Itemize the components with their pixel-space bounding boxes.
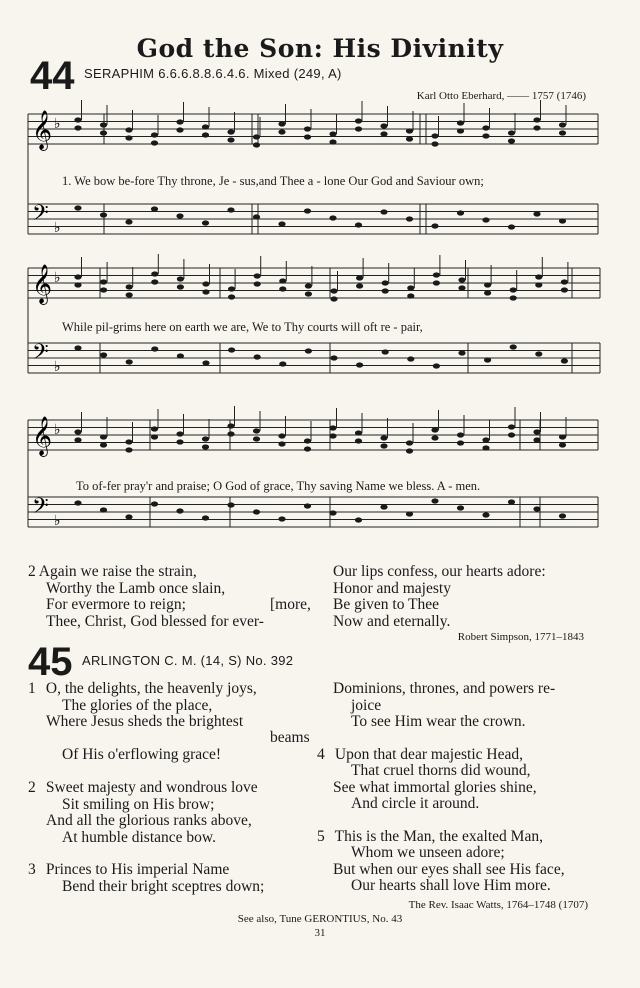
verse-line — [28, 596, 311, 614]
verse-spacer — [317, 813, 565, 829]
note-head-icon — [151, 271, 158, 276]
hymn-44-verse-2-right — [333, 564, 546, 630]
note-head-icon — [329, 139, 336, 144]
note-head-icon — [305, 348, 312, 353]
note-head-icon — [431, 498, 438, 503]
note-head-icon — [355, 222, 362, 227]
note-head-icon — [305, 291, 312, 296]
note-head-icon — [279, 286, 286, 291]
note-head-icon — [74, 205, 81, 210]
note-head-icon — [508, 424, 515, 429]
note-head-icon — [74, 437, 81, 442]
verse-line: 2 Again we raise the strain, — [28, 563, 197, 580]
note-head-icon — [151, 501, 158, 506]
note-head-icon — [151, 132, 158, 137]
note-head-icon — [228, 294, 235, 299]
note-head-icon — [406, 448, 413, 453]
note-head-icon — [304, 438, 311, 443]
note-head-icon — [380, 435, 387, 440]
verse-line-text: Princes to His imperial Name — [45, 861, 230, 878]
note-head-icon — [431, 133, 438, 138]
note-head-icon — [356, 362, 363, 367]
note-head-icon — [176, 431, 183, 436]
flat-icon: ♭ — [54, 423, 61, 438]
note-head-icon — [125, 439, 132, 444]
hymn-44-verse-2-left — [28, 563, 311, 630]
note-head-icon — [559, 442, 566, 447]
note-head-icon — [406, 216, 413, 221]
hymn-45-tune-line: ARLINGTON C. M. (14, S) No. 392 — [82, 653, 294, 668]
note-head-icon — [508, 499, 515, 504]
note-head-icon — [74, 117, 81, 122]
treble-clef-icon: 𝄞 — [32, 416, 53, 456]
note-head-icon — [482, 217, 489, 222]
note-head-icon — [330, 355, 337, 360]
treble-clef-icon: 𝄞 — [32, 110, 53, 150]
verse-line-continuation: [more, — [270, 596, 311, 613]
verse-line: But when our eyes shall see His face, — [333, 860, 565, 878]
verse-line: Honor and majesty — [333, 579, 451, 597]
note-head-icon — [329, 433, 336, 438]
note-head-icon — [406, 511, 413, 516]
note-head-icon — [278, 221, 285, 226]
page-number: 31 — [314, 927, 326, 939]
verse-line — [317, 747, 565, 764]
note-head-icon — [559, 218, 566, 223]
note-head-icon — [74, 274, 81, 279]
note-head-icon — [253, 436, 260, 441]
note-head-icon — [125, 127, 132, 132]
note-head-icon — [202, 360, 209, 365]
note-head-icon — [407, 285, 414, 290]
verse-line-text: O, the delights, the heavenly joys, — [45, 680, 257, 697]
note-head-icon — [433, 280, 440, 285]
note-head-icon — [125, 514, 132, 519]
music-system — [28, 406, 598, 529]
note-head-icon — [510, 344, 517, 349]
verse-number: 2 — [28, 779, 36, 796]
note-head-icon — [535, 351, 542, 356]
note-head-icon — [508, 224, 515, 229]
note-head-icon — [559, 130, 566, 135]
note-head-icon — [305, 283, 312, 288]
note-head-icon — [253, 142, 260, 147]
note-head-icon — [559, 513, 566, 518]
bass-clef-icon: 𝄢 — [32, 201, 49, 231]
note-head-icon — [227, 207, 234, 212]
note-head-icon — [228, 347, 235, 352]
verse-line: To see Him wear the crown. — [351, 713, 526, 730]
note-head-icon — [100, 287, 107, 292]
note-head-icon — [304, 126, 311, 131]
verse-number: 4 — [317, 745, 325, 763]
note-head-icon — [484, 282, 491, 287]
note-head-icon — [431, 141, 438, 146]
note-head-icon — [431, 427, 438, 432]
note-head-icon — [151, 140, 158, 145]
note-head-icon — [202, 289, 209, 294]
verse-line: Our hearts shall love Him more. — [351, 877, 551, 894]
note-head-icon — [482, 437, 489, 442]
note-head-icon — [202, 436, 209, 441]
verse-line: joice — [351, 696, 382, 714]
note-head-icon — [329, 131, 336, 136]
note-head-icon — [355, 517, 362, 522]
verse-line-text: This is the Man, the exalted Man, — [334, 827, 543, 845]
note-head-icon — [202, 444, 209, 449]
note-head-icon — [559, 434, 566, 439]
note-head-icon — [431, 435, 438, 440]
note-head-icon — [253, 428, 260, 433]
note-head-icon — [254, 273, 261, 278]
note-head-icon — [151, 279, 158, 284]
note-head-icon — [457, 210, 464, 215]
note-head-icon — [535, 282, 542, 287]
verse-line: Our lips confess, our hearts adore: — [333, 563, 546, 580]
flat-icon: ♭ — [54, 221, 61, 236]
note-head-icon — [74, 345, 81, 350]
verse-line: Whom we unseen adore; — [351, 844, 505, 861]
note-head-icon — [253, 509, 260, 514]
hymn-44-lyric-line-1: 1. We bow be-fore Thy throne, Je - sus,and Thee a - lone Our God and Saviour own; — [62, 174, 484, 188]
note-head-icon — [151, 434, 158, 439]
note-head-icon — [561, 279, 568, 284]
note-head-icon — [202, 220, 209, 225]
note-head-icon — [510, 287, 517, 292]
hymn-45-number: 45 — [28, 640, 73, 684]
note-head-icon — [177, 353, 184, 358]
verse-line — [28, 862, 264, 879]
note-head-icon — [561, 358, 568, 363]
flat-icon: ♭ — [54, 514, 61, 529]
verse-line: Be given to Thee — [333, 596, 440, 613]
note-head-icon — [125, 219, 132, 224]
note-head-icon — [151, 346, 158, 351]
note-head-icon — [126, 284, 133, 289]
note-head-icon — [561, 287, 568, 292]
hymn-44-composer: Karl Otto Eberhard, —— 1757 (1746) — [416, 90, 586, 102]
note-head-icon — [380, 443, 387, 448]
note-head-icon — [304, 446, 311, 451]
note-head-icon — [202, 515, 209, 520]
note-head-icon — [484, 290, 491, 295]
verse-line-text: For evermore to reign; — [46, 596, 186, 613]
note-head-icon — [380, 504, 387, 509]
music-system — [28, 254, 600, 375]
note-head-icon — [176, 213, 183, 218]
note-head-icon — [355, 126, 362, 131]
verse-number: 1 — [28, 680, 36, 697]
note-head-icon — [100, 279, 107, 284]
note-head-icon — [407, 293, 414, 298]
verse-line: The glories of the place, — [62, 696, 213, 714]
note-head-icon — [329, 425, 336, 430]
flat-icon: ♭ — [54, 117, 61, 132]
note-head-icon — [457, 505, 464, 510]
note-head-icon — [482, 512, 489, 517]
verse-line-continuation: beams — [270, 728, 310, 746]
note-head-icon — [100, 212, 107, 217]
note-head-icon — [151, 206, 158, 211]
note-head-icon — [228, 286, 235, 291]
verse-line: Sit smiling on His brow; — [62, 795, 215, 813]
verse-line: That cruel thorns did wound, — [351, 762, 531, 779]
hymn-44-author: Robert Simpson, 1771–1843 — [457, 631, 584, 643]
note-head-icon — [278, 121, 285, 126]
bass-clef-icon: 𝄢 — [32, 494, 49, 524]
note-head-icon — [407, 356, 414, 361]
verse-line: Thee, Christ, God blessed for ever- — [46, 612, 264, 630]
note-head-icon — [406, 440, 413, 445]
verse-line — [28, 780, 264, 797]
verse-line-text: Of His o'erflowing grace! — [62, 745, 222, 763]
verse-number: 5 — [317, 827, 325, 845]
verse-line-text: Sweet majesty and wondrous love — [45, 779, 258, 796]
verse-line-text: Upon that dear majestic Head, — [334, 745, 523, 763]
note-head-icon — [125, 135, 132, 140]
note-head-icon — [510, 295, 517, 300]
hymn-44-number: 44 — [30, 54, 75, 98]
note-head-icon — [406, 128, 413, 133]
note-head-icon — [330, 288, 337, 293]
note-head-icon — [74, 125, 81, 130]
see-also-note: See also, Tune GERONTIUS, No. 43 — [237, 913, 403, 925]
verse-line: Worthy the Lamb once slain, — [46, 579, 226, 597]
note-head-icon — [176, 119, 183, 124]
note-head-icon — [355, 430, 362, 435]
note-head-icon — [304, 208, 311, 213]
note-head-icon — [126, 292, 133, 297]
hymn-45-left-column — [28, 680, 310, 895]
note-head-icon — [431, 223, 438, 228]
verse-line: See what immortal glories shine, — [333, 778, 537, 796]
note-head-icon — [202, 124, 209, 129]
note-head-icon — [533, 117, 540, 122]
note-head-icon — [227, 431, 234, 436]
note-head-icon — [329, 510, 336, 515]
note-head-icon — [304, 134, 311, 139]
verse-line: And all the glorious ranks above, — [46, 812, 252, 829]
note-head-icon — [533, 125, 540, 130]
note-head-icon — [482, 125, 489, 130]
note-head-icon — [227, 423, 234, 428]
bass-clef-icon: 𝄢 — [32, 340, 49, 370]
note-head-icon — [74, 500, 81, 505]
note-head-icon — [457, 128, 464, 133]
note-head-icon — [382, 288, 389, 293]
note-head-icon — [176, 439, 183, 444]
note-head-icon — [457, 432, 464, 437]
treble-clef-icon: 𝄞 — [32, 264, 53, 304]
note-head-icon — [254, 281, 261, 286]
note-head-icon — [278, 433, 285, 438]
verse-number: 3 — [28, 861, 36, 878]
note-head-icon — [533, 506, 540, 511]
verse-line — [28, 681, 264, 698]
note-head-icon — [458, 277, 465, 282]
hymn-44-lyric-line-3: To of-fer pray'r and praise; O God of grace, Thy saving Name we bless. A - men. — [76, 479, 481, 493]
note-head-icon — [278, 441, 285, 446]
note-head-icon — [533, 429, 540, 434]
flat-icon: ♭ — [54, 360, 61, 375]
note-head-icon — [533, 211, 540, 216]
verse-line: Dominions, thrones, and powers re- — [333, 680, 556, 697]
note-head-icon — [380, 123, 387, 128]
note-head-icon — [382, 280, 389, 285]
verse-spacer — [317, 731, 565, 747]
verse-line: At humble distance bow. — [62, 828, 216, 846]
note-head-icon — [202, 281, 209, 286]
note-head-icon — [126, 359, 133, 364]
note-head-icon — [279, 361, 286, 366]
verse-line — [28, 731, 264, 763]
note-head-icon — [304, 503, 311, 508]
verse-line: Bend their bright sceptres down; — [62, 877, 265, 895]
note-head-icon — [406, 136, 413, 141]
note-head-icon — [278, 516, 285, 521]
note-head-icon — [254, 354, 261, 359]
note-head-icon — [278, 129, 285, 134]
flat-icon: ♭ — [54, 271, 61, 286]
note-head-icon — [253, 134, 260, 139]
note-head-icon — [356, 283, 363, 288]
note-head-icon — [253, 214, 260, 219]
verse-line — [317, 829, 565, 846]
verse-line: And circle it around. — [351, 795, 480, 812]
note-head-icon — [457, 440, 464, 445]
note-head-icon — [458, 285, 465, 290]
note-head-icon — [329, 215, 336, 220]
page-title: God the Son: His Divinity — [136, 34, 504, 63]
note-head-icon — [457, 120, 464, 125]
hymn-45-right-column — [317, 681, 565, 895]
note-head-icon — [508, 130, 515, 135]
note-head-icon — [533, 437, 540, 442]
note-head-icon — [508, 138, 515, 143]
note-head-icon — [151, 426, 158, 431]
note-head-icon — [380, 131, 387, 136]
note-head-icon — [458, 350, 465, 355]
note-head-icon — [202, 132, 209, 137]
hymn-44-tune-line: SERAPHIM 6.6.6.8.8.6.4.6. Mixed (249, A) — [84, 66, 342, 81]
note-head-icon — [482, 445, 489, 450]
note-head-icon — [177, 284, 184, 289]
note-head-icon — [279, 278, 286, 283]
note-head-icon — [355, 438, 362, 443]
note-head-icon — [330, 296, 337, 301]
note-head-icon — [100, 130, 107, 135]
note-head-icon — [100, 507, 107, 512]
hymn-45-author: The Rev. Isaac Watts, 1764–1748 (1707) — [408, 899, 588, 911]
note-head-icon — [100, 122, 107, 127]
note-head-icon — [100, 352, 107, 357]
note-head-icon — [227, 129, 234, 134]
verse-spacer — [28, 846, 264, 862]
verse-line: Where Jesus sheds the brightest — [46, 713, 244, 730]
note-head-icon — [484, 357, 491, 362]
note-head-icon — [508, 432, 515, 437]
note-head-icon — [380, 209, 387, 214]
note-head-icon — [433, 363, 440, 368]
note-head-icon — [74, 282, 81, 287]
music-system — [28, 100, 598, 236]
note-head-icon — [535, 274, 542, 279]
note-head-icon — [382, 349, 389, 354]
note-head-icon — [433, 272, 440, 277]
note-head-icon — [176, 127, 183, 132]
note-head-icon — [356, 275, 363, 280]
note-head-icon — [227, 137, 234, 142]
note-head-icon — [177, 276, 184, 281]
note-head-icon — [355, 118, 362, 123]
note-head-icon — [100, 442, 107, 447]
hymn-44-lyric-line-2: While pil-grims here on earth we are, We to Thy courts will oft re - pair, — [62, 320, 423, 334]
note-head-icon — [74, 429, 81, 434]
note-head-icon — [559, 122, 566, 127]
note-head-icon — [227, 502, 234, 507]
note-head-icon — [176, 508, 183, 513]
note-head-icon — [125, 447, 132, 452]
note-head-icon — [100, 434, 107, 439]
verse-line: Now and eternally. — [333, 612, 451, 630]
note-head-icon — [482, 133, 489, 138]
